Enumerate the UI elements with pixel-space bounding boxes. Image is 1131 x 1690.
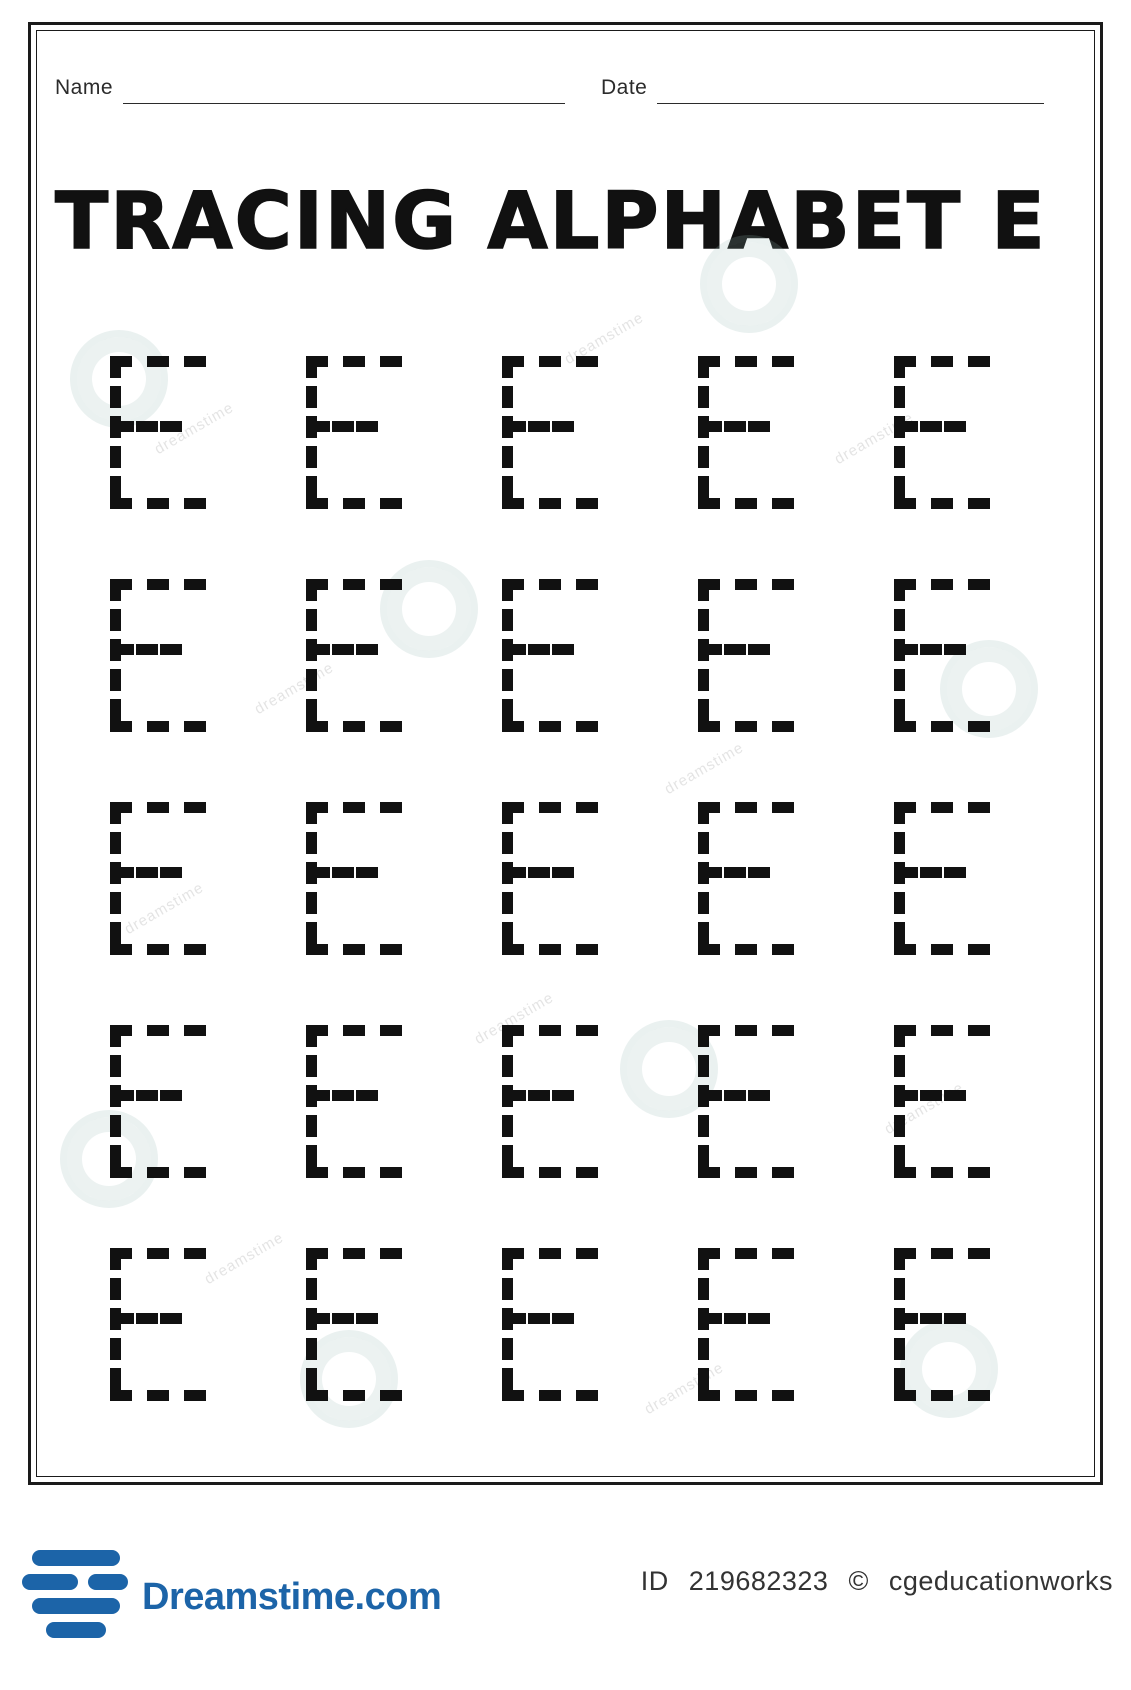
- dotted-letter-e: [306, 579, 402, 721]
- dreamstime-brand-text: Dreamstime.com: [142, 1575, 442, 1618]
- letter-stroke-h-bot: [894, 498, 990, 509]
- tracing-cell[interactable]: [60, 538, 256, 761]
- tracing-cell[interactable]: [648, 761, 844, 984]
- letter-stroke-h-top: [502, 356, 598, 367]
- letter-stroke-h-bot: [894, 721, 990, 732]
- dotted-letter-e: [698, 1025, 794, 1167]
- dotted-letter-e: [306, 356, 402, 498]
- tracing-cell[interactable]: [256, 538, 452, 761]
- letter-stroke-h-mid: [896, 1313, 966, 1324]
- dotted-letter-e: [698, 356, 794, 498]
- letter-stroke-h-mid: [896, 421, 966, 432]
- letter-stroke-h-top: [502, 579, 598, 590]
- contributor-name: cgeducationworks: [888, 1566, 1113, 1596]
- dotted-letter-e: [306, 1248, 402, 1390]
- letter-stroke-h-top: [306, 1248, 402, 1259]
- letter-stroke-h-top: [306, 802, 402, 813]
- dotted-letter-e: [502, 356, 598, 498]
- tracing-cell[interactable]: [452, 761, 648, 984]
- watermark-text: dreamstime: [831, 409, 917, 468]
- letter-stroke-h-bot: [894, 1390, 990, 1401]
- letter-stroke-h-mid: [112, 1090, 182, 1101]
- letter-stroke-h-top: [110, 1248, 206, 1259]
- page-title: TRACING ALPHABET E: [55, 177, 1047, 267]
- letter-stroke-h-bot: [502, 1167, 598, 1178]
- letter-stroke-h-top: [110, 802, 206, 813]
- watermark-text: dreamstime: [151, 399, 237, 458]
- tracing-cell[interactable]: [60, 315, 256, 538]
- copyright-icon: ©: [848, 1566, 869, 1596]
- image-id-line: [641, 1566, 1113, 1597]
- tracing-cell[interactable]: [648, 315, 844, 538]
- letter-stroke-h-mid: [504, 1313, 574, 1324]
- letter-stroke-h-mid: [308, 421, 378, 432]
- letter-stroke-h-bot: [306, 1167, 402, 1178]
- tracing-cell[interactable]: [844, 538, 1040, 761]
- letter-stroke-h-bot: [306, 944, 402, 955]
- letter-stroke-h-top: [698, 1025, 794, 1036]
- letter-stroke-h-bot: [894, 1167, 990, 1178]
- watermark-text: dreamstime: [881, 1079, 967, 1138]
- letter-stroke-h-mid: [308, 1313, 378, 1324]
- letter-stroke-h-mid: [308, 867, 378, 878]
- letter-stroke-h-bot: [698, 721, 794, 732]
- letter-stroke-h-mid: [700, 867, 770, 878]
- letter-stroke-h-top: [502, 802, 598, 813]
- dotted-letter-e: [698, 802, 794, 944]
- tracing-cell[interactable]: [60, 761, 256, 984]
- letter-stroke-h-mid: [308, 644, 378, 655]
- letter-stroke-h-bot: [306, 498, 402, 509]
- letter-stroke-h-top: [306, 579, 402, 590]
- letter-stroke-h-bot: [110, 1390, 206, 1401]
- tracing-cell[interactable]: [648, 984, 844, 1207]
- dreamstime-mark-icon: [18, 1538, 136, 1656]
- letter-stroke-h-top: [894, 1248, 990, 1259]
- dotted-letter-e: [894, 1025, 990, 1167]
- tracing-cell[interactable]: [256, 984, 452, 1207]
- tracing-cell[interactable]: [256, 1207, 452, 1430]
- letter-stroke-h-bot: [698, 1167, 794, 1178]
- dotted-letter-e: [110, 579, 206, 721]
- date-field[interactable]: [601, 60, 1044, 104]
- dotted-letter-e: [894, 1248, 990, 1390]
- dotted-letter-e: [698, 579, 794, 721]
- dotted-letter-e: [306, 1025, 402, 1167]
- letter-stroke-h-mid: [700, 644, 770, 655]
- letter-stroke-h-bot: [894, 944, 990, 955]
- letter-stroke-h-mid: [896, 1090, 966, 1101]
- letter-stroke-h-top: [894, 356, 990, 367]
- dreamstime-logo[interactable]: [18, 1538, 441, 1656]
- letter-stroke-h-top: [698, 802, 794, 813]
- letter-stroke-h-bot: [698, 498, 794, 509]
- letter-stroke-h-top: [502, 1248, 598, 1259]
- image-id-value: 219682323: [688, 1566, 829, 1596]
- letter-stroke-h-top: [306, 1025, 402, 1036]
- letter-stroke-h-top: [110, 356, 206, 367]
- letter-stroke-h-mid: [700, 1313, 770, 1324]
- name-field-rule: [123, 102, 565, 104]
- dotted-letter-e: [110, 802, 206, 944]
- watermark-text: dreamstime: [641, 1359, 727, 1418]
- stock-footer: [0, 1510, 1131, 1690]
- dotted-letter-e: [894, 356, 990, 498]
- date-field-rule: [657, 102, 1044, 104]
- letter-stroke-h-bot: [502, 1390, 598, 1401]
- letter-stroke-h-bot: [110, 1167, 206, 1178]
- tracing-cell[interactable]: [256, 761, 452, 984]
- dotted-letter-e: [110, 1248, 206, 1390]
- letter-stroke-h-top: [894, 1025, 990, 1036]
- tracing-cell[interactable]: [60, 1207, 256, 1430]
- letter-stroke-h-mid: [700, 1090, 770, 1101]
- letter-stroke-h-mid: [112, 644, 182, 655]
- watermark-text: dreamstime: [251, 659, 337, 718]
- letter-stroke-h-bot: [502, 944, 598, 955]
- letter-stroke-h-top: [698, 1248, 794, 1259]
- letter-stroke-h-top: [698, 579, 794, 590]
- dotted-letter-e: [502, 1248, 598, 1390]
- dotted-letter-e: [110, 356, 206, 498]
- watermark-text: dreamstime: [561, 309, 647, 368]
- dotted-letter-e: [306, 802, 402, 944]
- letter-stroke-h-top: [502, 1025, 598, 1036]
- letter-stroke-h-mid: [700, 421, 770, 432]
- dotted-letter-e: [110, 1025, 206, 1167]
- dotted-letter-e: [502, 1025, 598, 1167]
- tracing-cell[interactable]: [452, 984, 648, 1207]
- letter-stroke-h-top: [698, 356, 794, 367]
- letter-stroke-h-top: [110, 1025, 206, 1036]
- tracing-grid: [60, 315, 1040, 1430]
- tracing-cell[interactable]: [452, 315, 648, 538]
- letter-stroke-h-top: [110, 579, 206, 590]
- tracing-cell[interactable]: [844, 761, 1040, 984]
- tracing-cell[interactable]: [452, 538, 648, 761]
- letter-stroke-h-mid: [308, 1090, 378, 1101]
- letter-stroke-h-mid: [504, 867, 574, 878]
- tracing-cell[interactable]: [648, 538, 844, 761]
- letter-stroke-h-bot: [110, 498, 206, 509]
- watermark-text: dreamstime: [121, 879, 207, 938]
- letter-stroke-h-bot: [306, 1390, 402, 1401]
- letter-stroke-h-mid: [896, 867, 966, 878]
- letter-stroke-h-top: [894, 579, 990, 590]
- letter-stroke-h-bot: [110, 721, 206, 732]
- tracing-cell[interactable]: [844, 1207, 1040, 1430]
- letter-stroke-h-top: [894, 802, 990, 813]
- tracing-cell[interactable]: [844, 315, 1040, 538]
- tracing-cell[interactable]: [648, 1207, 844, 1430]
- watermark-text: dreamstime: [471, 989, 557, 1048]
- letter-stroke-h-top: [306, 356, 402, 367]
- watermark-text: dreamstime: [201, 1229, 287, 1288]
- tracing-cell[interactable]: [60, 984, 256, 1207]
- dotted-letter-e: [698, 1248, 794, 1390]
- dotted-letter-e: [894, 802, 990, 944]
- letter-stroke-h-mid: [112, 1313, 182, 1324]
- letter-stroke-h-mid: [504, 644, 574, 655]
- letter-stroke-h-mid: [112, 421, 182, 432]
- letter-stroke-h-bot: [502, 498, 598, 509]
- dotted-letter-e: [502, 802, 598, 944]
- tracing-cell[interactable]: [256, 315, 452, 538]
- name-field[interactable]: [55, 60, 565, 104]
- image-id-label: ID: [640, 1566, 669, 1596]
- name-field-label: Name: [55, 76, 114, 99]
- date-field-label: Date: [601, 76, 648, 99]
- letter-stroke-h-bot: [698, 944, 794, 955]
- tracing-cell[interactable]: [452, 1207, 648, 1430]
- dotted-letter-e: [502, 579, 598, 721]
- dotted-letter-e: [894, 579, 990, 721]
- letter-stroke-h-bot: [502, 721, 598, 732]
- watermark-text: dreamstime: [661, 739, 747, 798]
- letter-stroke-h-bot: [110, 944, 206, 955]
- letter-stroke-h-mid: [112, 867, 182, 878]
- letter-stroke-h-bot: [306, 721, 402, 732]
- letter-stroke-h-mid: [504, 421, 574, 432]
- letter-stroke-h-bot: [698, 1390, 794, 1401]
- letter-stroke-h-mid: [896, 644, 966, 655]
- letter-stroke-h-mid: [504, 1090, 574, 1101]
- tracing-cell[interactable]: [844, 984, 1040, 1207]
